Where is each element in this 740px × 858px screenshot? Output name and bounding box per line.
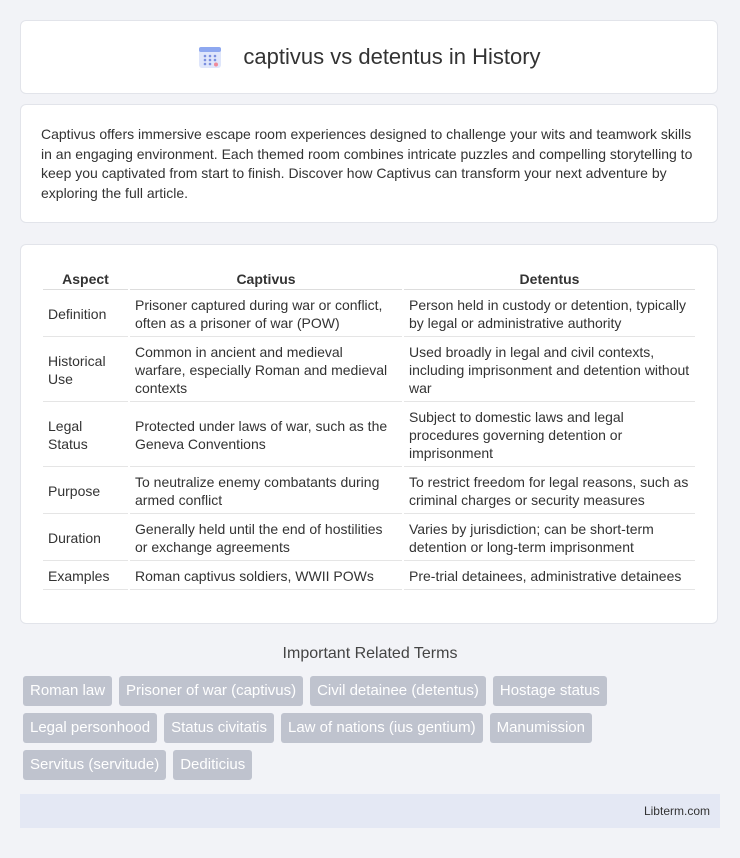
related-term-tag[interactable]: Servitus (servitude) <box>23 750 166 780</box>
related-terms-tags <box>23 676 723 787</box>
column-header-detentus: Detentus <box>404 267 695 290</box>
row-aspect: Historical Use <box>43 339 128 402</box>
related-term-tag[interactable]: Hostage status <box>493 676 607 706</box>
column-header-captivus: Captivus <box>130 267 402 290</box>
row-aspect: Duration <box>43 516 128 561</box>
footer <box>20 794 720 828</box>
table-header-row <box>43 267 695 290</box>
comparison-table-card <box>20 244 718 624</box>
column-header-aspect: Aspect <box>43 267 128 290</box>
related-term-tag[interactable]: Roman law <box>23 676 112 706</box>
row-captivus: Protected under laws of war, such as the Geneva Conventions <box>130 404 402 467</box>
row-detentus: To restrict freedom for legal reasons, such as criminal charges or security measures <box>404 469 695 514</box>
related-term-tag[interactable]: Prisoner of war (captivus) <box>119 676 303 706</box>
row-captivus: Roman captivus soldiers, WWII POWs <box>130 563 402 590</box>
row-captivus: To neutralize enemy combatants during armed conflict <box>130 469 402 514</box>
row-detentus: Varies by jurisdiction; can be short-term detention or long-term imprisonment <box>404 516 695 561</box>
row-detentus: Person held in custody or detention, typically by legal or administrative authority <box>404 292 695 337</box>
intro-card <box>20 104 718 223</box>
table-row <box>43 469 695 514</box>
intro-text: Captivus offers immersive escape room experiences designed to challenge your wits and teamwork skills in an engaging environment. Each themed room combines intricate puzzles and compelling storytelling to keep you captivated from start to finish. Discover how Captivus can transform your next adventure by exploring the full article. <box>41 126 693 201</box>
related-term-tag[interactable]: Status civitatis <box>164 713 274 743</box>
table-row <box>43 404 695 467</box>
page-title: captivus vs detentus in History <box>243 44 541 69</box>
row-detentus: Used broadly in legal and civil contexts, including imprisonment and detention without war <box>404 339 695 402</box>
row-captivus: Prisoner captured during war or conflict, often as a prisoner of war (POW) <box>130 292 402 337</box>
row-detentus: Pre-trial detainees, administrative detainees <box>404 563 695 590</box>
row-aspect: Purpose <box>43 469 128 514</box>
table-row <box>43 516 695 561</box>
footer-brand-link[interactable]: Libterm.com <box>643 804 710 818</box>
related-terms-title: Important Related Terms <box>282 645 458 662</box>
table-row <box>43 563 695 590</box>
related-term-tag[interactable]: Civil detainee (detentus) <box>310 676 486 706</box>
related-term-tag[interactable]: Manumission <box>490 713 592 743</box>
row-captivus: Generally held until the end of hostilities or exchange agreements <box>130 516 402 561</box>
app-grid-icon <box>197 44 223 70</box>
related-term-tag[interactable]: Dediticius <box>173 750 252 780</box>
header-card <box>20 20 718 94</box>
table-row <box>43 292 695 337</box>
related-term-tag[interactable]: Law of nations (ius gentium) <box>281 713 483 743</box>
row-detentus: Subject to domestic laws and legal procedures governing detention or imprisonment <box>404 404 695 467</box>
related-term-tag[interactable]: Legal personhood <box>23 713 157 743</box>
comparison-table <box>41 265 697 592</box>
row-aspect: Definition <box>43 292 128 337</box>
row-aspect: Examples <box>43 563 128 590</box>
row-aspect: Legal Status <box>43 404 128 467</box>
table-row <box>43 339 695 402</box>
row-captivus: Common in ancient and medieval warfare, especially Roman and medieval contexts <box>130 339 402 402</box>
